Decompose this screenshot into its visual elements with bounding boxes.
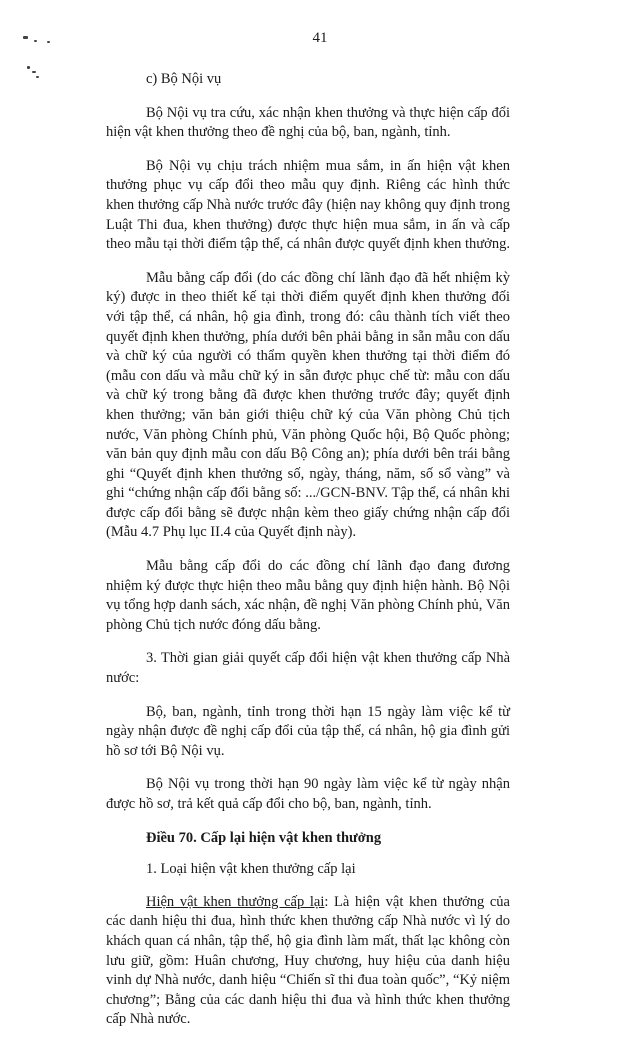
paragraph: 1. Loại hiện vật khen thưởng cấp lại bbox=[146, 861, 356, 878]
paragraph: Bộ, ban, ngành, tỉnh trong thời hạn 15 ngày làm việc kể từ ngày nhận được đề nghị cấp đổi của tập thể, cá nhân, hộ gia đình gửi hồ sơ tới Bộ Nội vụ. bbox=[106, 703, 510, 759]
paragraph-text: : Là hiện vật khen thưởng của các danh hiệu thi đua, hình thức khen thưởng cấp Nhà nước vì lý do khách quan cá nhân, tập thể, hộ gia đình làm mất, thất lạc không còn lưu giữ, gồm: Huân chương, Huy chương, huy hiệu của danh hiệu vinh dự Nhà nước, danh hiệu “Chiến sĩ thi đua toàn quốc”, “Kỷ niệm chương”; Bằng của các danh hiệu thi đua và hình thức khen thưởng cấp Nhà nước. bbox=[106, 893, 510, 1028]
article-heading: Điều 70. Cấp lại hiện vật khen thưởng bbox=[146, 829, 382, 846]
section-c-heading: c) Bộ Nội vụ bbox=[146, 71, 222, 87]
scan-speck bbox=[32, 71, 36, 73]
paragraph: Mẫu bằng cấp đổi do các đồng chí lãnh đạo đang đương nhiệm ký được thực hiện theo mẫu bằng quy định hiện hành. Bộ Nội vụ tổng hợp danh sách, xác nhận, đề nghị Văn phòng Chính phủ, Văn phòng Chủ tịch nước đóng dấu bằng. bbox=[106, 558, 510, 633]
scan-speck bbox=[27, 66, 30, 69]
document-body bbox=[106, 70, 510, 1044]
paragraph bbox=[106, 893, 510, 1030]
paragraph: Bộ Nội vụ chịu trách nhiệm mua sắm, in ấn hiện vật khen thưởng phục vụ cấp đổi theo mẫu quy định. Riêng các hình thức khen thưởng cấp Nhà nước trước đây (hiện nay không quy định trong Luật Thi đua, khen thưởng) được thực hiện mua sắm, in ấn và cấp theo mẫu tại thời điểm tập thể, cá nhân được quyết định khen thưởng. bbox=[106, 157, 510, 253]
scan-speck bbox=[36, 76, 39, 78]
underlined-term: Hiện vật khen thưởng cấp lại bbox=[146, 893, 325, 910]
paragraph: Bộ Nội vụ tra cứu, xác nhận khen thưởng và thực hiện cấp đổi hiện vật khen thưởng theo đề nghị của bộ, ban, ngành, tỉnh. bbox=[106, 104, 510, 141]
paragraph: Mẫu bằng cấp đổi (do các đồng chí lãnh đạo đã hết nhiệm kỳ ký) được in theo thiết kế tại thời điểm quyết định khen thưởng đối với tập thể, cá nhân, hộ gia đình, trong đó: câu thành tích viết theo quyết định khen thưởng, phía dưới bên phải bằng in sẵn mẫu con dấu và chữ ký của người có thẩm quyền khen thưởng tại thời điểm đó (mẫu con dấu và mẫu chữ ký in sẵn được phục chế từ: mẫu con dấu và chữ ký trong bằng đã được khen thưởng trước đây; quyết định khen thưởng; văn bản giới thiệu chữ ký của Văn phòng Chủ tịch nước, Văn phòng Chính phủ, Văn phòng Quốc hội, Bộ Quốc phòng; văn bản quy định mẫu con dấu Bộ Công an); phía dưới bên trái bằng ghi “Quyết định khen thưởng số, ngày, tháng, năm, số sổ vàng” và ghi “chứng nhận cấp đổi bằng số: .../GCN-BNV. Tập thể, cá nhân khi được cấp đổi bằng sẽ được nhận kèm theo giấy chứng nhận cấp đổi (Mẫu 4.7 Phụ lục II.4 của Quyết định này). bbox=[106, 269, 510, 541]
paragraph: Bộ Nội vụ trong thời hạn 90 ngày làm việc kể từ ngày nhận được hồ sơ, trả kết quả cấp đổi cho bộ, ban, ngành, tỉnh. bbox=[106, 776, 510, 812]
paragraph: 3. Thời gian giải quyết cấp đổi hiện vật khen thưởng cấp Nhà nước: bbox=[106, 650, 510, 687]
page-number: 41 bbox=[312, 30, 328, 46]
